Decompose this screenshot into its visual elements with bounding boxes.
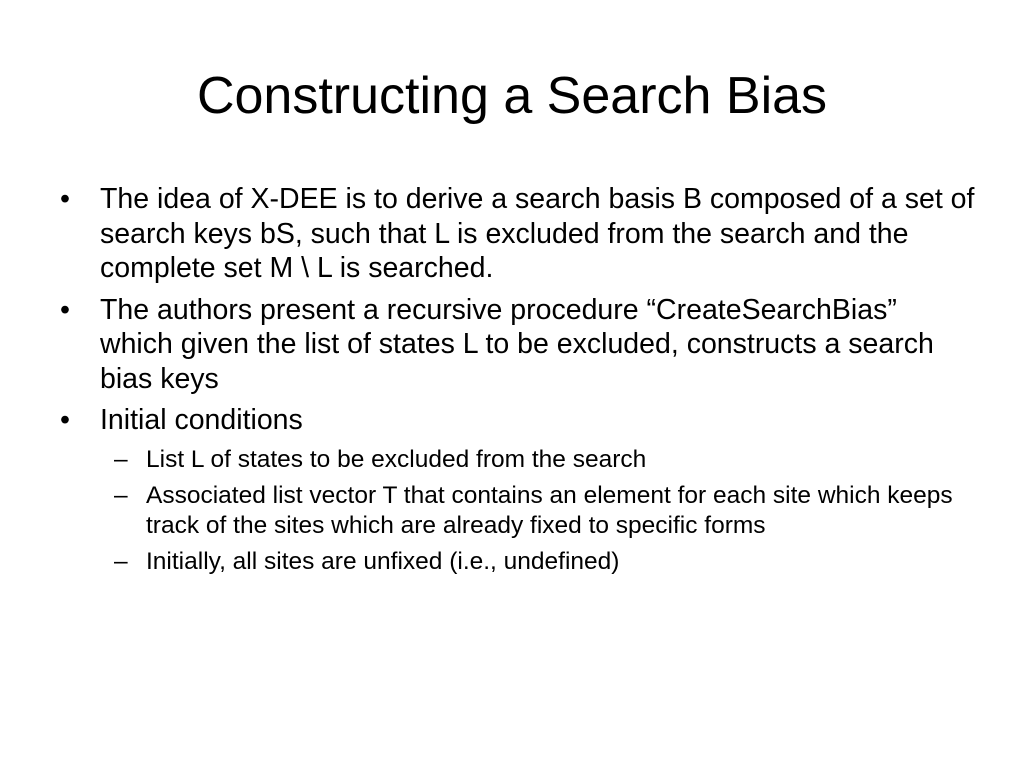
sub-bullet-text: Associated list vector T that contains an element for each site which keeps track of the sites which are already fixed to specific forms bbox=[146, 482, 953, 539]
bullet-item bbox=[56, 182, 976, 286]
sub-bullet-item bbox=[56, 547, 976, 577]
sub-bullet-text: Initially, all sites are unfixed (i.e., undefined) bbox=[146, 548, 620, 575]
bullet-text: Initial conditions bbox=[100, 404, 303, 436]
bullet-list bbox=[56, 182, 976, 584]
sub-bullet-text: List L of states to be excluded from the search bbox=[146, 445, 647, 473]
slide-title: Constructing a Search Bias bbox=[196, 67, 828, 125]
sub-bullet-list bbox=[56, 445, 976, 577]
sub-bullet-item bbox=[56, 481, 976, 540]
dash-icon: – bbox=[114, 548, 128, 575]
bullet-text: The idea of X-DEE is to derive a search basis B composed of a set of search keys bS, such that L is excluded from the search and the complete set M \ L is searched. bbox=[100, 183, 975, 284]
bullet-item bbox=[56, 403, 976, 438]
sub-bullet-item bbox=[56, 445, 976, 475]
bullet-icon: • bbox=[60, 183, 70, 215]
dash-icon: – bbox=[114, 445, 128, 473]
bullet-text: The authors present a recursive procedure “CreateSearchBias” which given the list of states L to be excluded, constructs a search bias keys bbox=[100, 293, 934, 395]
bullet-item bbox=[56, 293, 976, 397]
bullet-icon: • bbox=[60, 293, 70, 326]
dash-icon: – bbox=[114, 482, 128, 509]
bullet-icon: • bbox=[60, 404, 70, 436]
